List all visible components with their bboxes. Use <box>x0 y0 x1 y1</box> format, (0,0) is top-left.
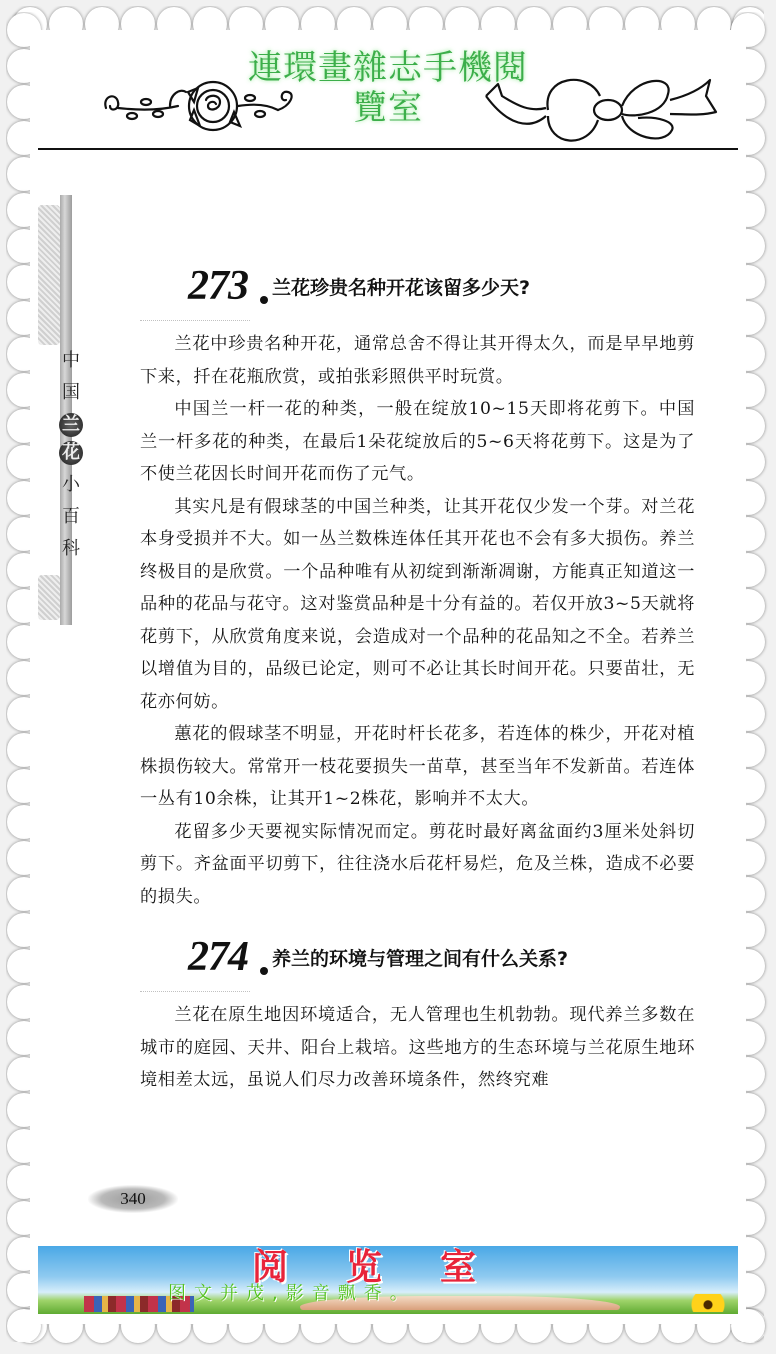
spine-texture-decoration <box>38 205 60 345</box>
paragraph: 花留多少天要视实际情况而定。剪花时最好离盆面约3厘米处斜切剪下。齐盆面平切剪下，往往浇水后花杆易烂，危及兰株，造成不必要的损失。 <box>140 821 695 907</box>
spine-book-title <box>58 345 84 565</box>
question-number: 274 <box>188 934 248 980</box>
section-heading-273 <box>140 262 695 320</box>
book-spine-label <box>38 195 80 625</box>
swirl-ornament-icon <box>140 308 250 321</box>
swirl-ornament-icon <box>140 979 250 992</box>
number-dot <box>260 967 268 975</box>
spine-char: 中 <box>62 350 80 371</box>
number-dot <box>260 296 268 304</box>
paragraph: 兰花中珍贵名种开花，通常总舍不得让其开得太久，而是早早地剪下来，扦在花瓶欣赏，或拍张彩照供平时玩赏。 <box>140 334 695 387</box>
magazine-title-line2: 覽室 <box>353 88 423 128</box>
paragraph: 中国兰一杆一花的种类，一般在绽放10~15天即将花剪下。中国兰一杆多花的种类，在最后1朵花绽放后的5~6天将花剪下。这是为了不使兰花因长时间开花而伤了元气。 <box>140 399 695 484</box>
banner-title: 阅览室 <box>251 1247 534 1288</box>
magazine-title-line1: 連環畫雜志手機閱 <box>248 48 528 88</box>
question-title: 养兰的环境与管理之间有什么关系? <box>272 948 569 970</box>
article-content <box>140 262 695 1097</box>
page-number: 340 <box>88 1185 178 1213</box>
reading-room-banner[interactable] <box>38 1246 738 1314</box>
spine-char: 小 <box>62 474 80 495</box>
spine-char: 科 <box>62 538 80 559</box>
magazine-title <box>38 48 738 128</box>
question-number: 273 <box>188 263 248 309</box>
spine-char: 百 <box>62 506 80 527</box>
banner-subtitle: 图文并茂,影音飘香。 <box>168 1283 416 1304</box>
paragraph: 兰花在原生地因环境适合，无人管理也生机勃勃。现代养兰多数在城市的庭园、天井、阳台上栽培。这些地方的生态环境与兰花原生地环境相差太远，虽说人们尽力改善环境条件，然终究难 <box>140 1005 695 1090</box>
spine-char-highlighted: 花 <box>59 441 83 465</box>
header-divider <box>38 148 738 150</box>
paragraph: 其实凡是有假球茎的中国兰种类，让其开花仅少发一个芽。对兰花本身受损并不大。如一丛兰数株连体任其开花也不会有多大损伤。养兰终极目的是欣赏。一个品种唯有从初绽到渐渐凋谢，方能真正知道这一品种的花品与花守。这对鉴赏品种是十分有益的。若仅开放3~5天就将花剪下，从欣赏角度来说，会造成对一个品种的花品知之不全。若养兰以增值为目的，品级已论定，则可不必让其长时间开花。只要苗壮，无花亦何妨。 <box>140 496 695 712</box>
spine-char: 国 <box>62 382 80 403</box>
sunflower-icon <box>686 1294 730 1312</box>
spine-char-highlighted: 兰 <box>59 413 83 437</box>
magazine-header <box>38 38 738 148</box>
spine-texture-decoration <box>38 575 60 620</box>
question-title: 兰花珍贵名种开花该留多少天? <box>272 277 531 299</box>
section-heading-274 <box>140 933 695 991</box>
paragraph: 蕙花的假球茎不明显，开花时杆长花多，若连体的株少，开花对植株损伤较大。常常开一枝花要损失一苗草，甚至当年不发新苗。若连体一丛有10余株，让其开1~2株花，影响并不太大。 <box>140 724 695 809</box>
